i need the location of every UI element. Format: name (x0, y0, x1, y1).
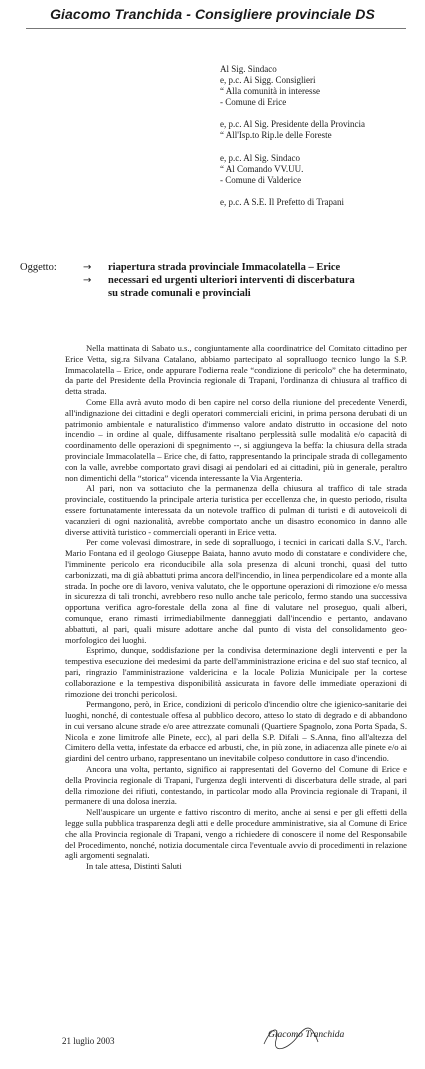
addressee-line: e, p.c. Ai Sigg. Consiglieri (220, 75, 316, 86)
body-paragraph: Per come volevasi dimostrare, in sede di sopralluogo, i tecnici in caricati dalla S.V., l'arch. Mario Fontana ed il geologo Giuseppe Baiata, hanno avuto modo di constatare e condividere che, l'imminente pericolo era riconducibile alla sola presenza di alcuni tronchi, quasi del tutto carbonizzati, ma di già abbattuti prima ancora dell'incendio, in linea perpendicolare ed a monte alla strada. In poche ore di lavoro, veniva valutato, che le opportune operazioni di rimozione e/o messa in sicurezza di tali tronchi, avrebbero reso nullo anche tale pericolo, fermo stando una successiva opportuna verifica agro-forestale della zona al fine di valutare nel proseguo, quali alberi, comunque, erano rimasti irrimediabilmente danneggiati dall'incendio e pertanto, andavano abbattuti, al pari, quali misure adottare anche dal punto di vista del consolidamento geo-morfologico dei luoghi. (65, 537, 407, 645)
subject-text: riapertura strada provinciale Immacolatella – Erice (108, 262, 341, 273)
addressee-line: - Comune di Erice (220, 97, 287, 108)
addressee-line: e, p.c. Al Sig. Sindaco (220, 152, 300, 163)
addressee-line: e, p.c. Al Sig. Presidente della Provincia (220, 119, 365, 130)
addressee-line: “ Al Comando VV.UU. (220, 163, 304, 174)
addressee-gap (220, 186, 365, 197)
header-divider (26, 28, 406, 29)
addressee-gap (220, 108, 365, 119)
subject-line (83, 262, 341, 275)
addressee-line: - Comune di Valderice (220, 174, 302, 185)
arrow-right-icon: → (83, 262, 92, 273)
arrow-right-icon: → (83, 275, 92, 286)
addressee-gap (220, 142, 365, 153)
signature-name: Giacomo Tranchida (268, 1030, 345, 1040)
addressee-block (220, 64, 365, 208)
subject-line (83, 275, 355, 288)
letterhead-title: Giacomo Tranchida - Consigliere provinciale DS (50, 6, 375, 22)
body-paragraph: Permangono, però, in Erice, condizioni di pericolo d'incendio oltre che igienico-sanitarie dei luoghi, nonché, di contestuale offesa al pubblico decoro, atteso lo stato di degrado e di abbandono in cui versano alcune strade e/o aree attrezzate comunali (Quartiere Spagnolo, zona Porta Spada, S. Nicola e zone limitrofe alle Pinete, ecc), al pari della S.P. Difali – S.Anna, fino all'altezza del Cimitero della vetta, infestate da erbacce ed arbusti, che, in più zone, in adiacenza alle pinete e/o ai giardini del centro urbano, rappresentano un inevitabile colpeso conduttore in caso d'incendio. (65, 699, 407, 764)
subject-text: necessari ed urgenti ulteriori interventi di discerbatura (108, 275, 355, 286)
body-paragraph: Nell'auspicare un urgente e fattivo riscontro di merito, anche ai sensi e per gli effetti della legge sulla pubblica trasparenza degli atti e delle procedure amministrative, sia al Comune di Erice che alla Provincia regionale di Trapani, vengo a richiedere di conoscere il nome del Responsabile del Procedimento, nonché, notizia documentale circa l'eventuale avvio di procedimenti in relazione agli argomenti segnalati. (65, 807, 407, 861)
addressee-line: Al Sig. Sindaco (220, 64, 277, 74)
subject-text: su strade comunali e provinciali (108, 288, 251, 299)
addressee-line: “ Alla comunità in interesse (220, 86, 320, 97)
body-paragraph: Ancora una volta, pertanto, significo ai rappresentati del Governo del Comune di Erice e della Provincia regionale di Trapani, l'urgenza degli interventi di discerbatura delle strade, al pari della rimozione dei rifiuti, contestando, in particolar modo alla Provincia regionale di Trapani, il permanere di una dolosa inerzia. (65, 764, 407, 807)
subject-label: Oggetto: (20, 262, 57, 273)
body-paragraph: Come Ella avrà avuto modo di ben capire nel corso della riunione del precedente Venerdì, all'indignazione dei cittadini e degli operatori commerciali ericini, in prima persona derubati di un patrimonio ambientale e naturalistico d'immenso valore andato distrutto in occasione del noto incendio – in ordine al quale, diffusamente risaltano perplessità sulle modalità e/o capacità di coordinamento delle operazioni di spegnimento --, si aggiungeva la beffa: la chiusura della strada provinciale Immacolatella – Erice che, di fatto, rappresentando la principale strada di collegamento con la valle, avrebbe comportato gravi disagi ai pendolari ed ai cittadini, più in generale, peraltro non dimentichi della “storica” vicenda interessante la Via Argenteria. (65, 396, 407, 483)
letter-body (65, 343, 407, 872)
body-paragraph: Esprimo, dunque, soddisfazione per la condivisa determinazione degli interventi e per la tempestiva esecuzione dei medesimi da parte dell'amministrazione ericina e del suo staf tecnico, al pari, ringrazio l'amministrazione valdericina e la locale Polizia Municipale per la cortese collaborazione e la tempestiva disponibilità assicurata in favore delle immediate operazioni di rimozione dei tronchi pericolosi. (65, 645, 407, 699)
letter-date: 21 luglio 2003 (62, 1036, 115, 1046)
addressee-line: “ All'Isp.to Rip.le delle Foreste (220, 130, 332, 141)
body-paragraph: Al pari, non va sottaciuto che la permanenza della chiusura al traffico di tale strada provinciale, costituendo la principale arteria turistica per eccellenza che, in questo periodo, risulta essere fortunatamente interessata da un notevole traffico di pulman di turisti e di autoveicoli di vacanzieri di ogni nazionalità, avrebbe comportato anche un disastro economico in danno alle diverse attività turistico - commerciali operanti in Erice vetta. (65, 483, 407, 537)
body-paragraph: Nella mattinata di Sabato u.s., congiuntamente alla coordinatrice del Comitato cittadino per Erice Vetta, sig.ra Silvana Catalano, abbiamo partecipato al sopralluogo tecnico lungo la S.P. Immacolatella – Erice, onde appurare l'odierna reale “condizione di pericolo” che ha determinato, da parte del Presidente della Provincia regionale di Trapani, l'ordinanza di chiusura al traffico di detta strada. (65, 343, 407, 397)
addressee-line: e, p.c. A S.E. Il Prefetto di Trapani (220, 196, 344, 207)
closing-salutation: In tale attesa, Distinti Saluti (86, 861, 182, 872)
